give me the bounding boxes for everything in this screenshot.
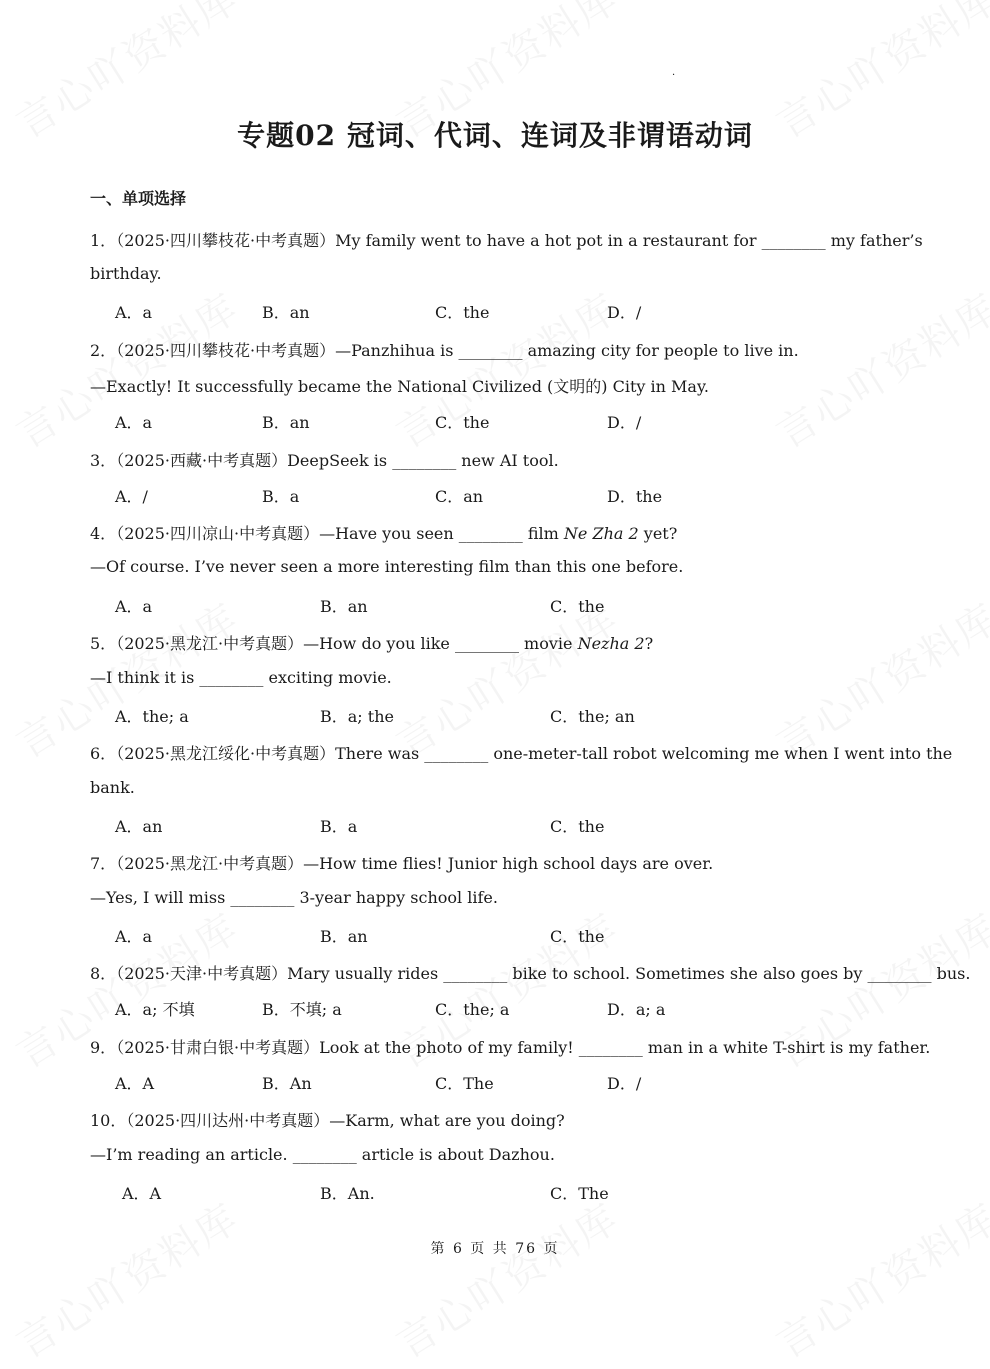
question-3-option-C[interactable]: C．an [435,487,484,506]
question-2-line [90,374,709,397]
film-title: Ne Zha 2 [563,524,639,543]
question-8-option-C[interactable]: C．the; a [435,1000,510,1019]
question-2-option-C[interactable]: C．the [435,413,490,432]
question-8-option-A[interactable]: A．a; 不填 [115,1000,195,1019]
watermark [384,278,628,460]
question-1-option-C[interactable]: C．the [435,303,490,322]
question-2-option-B[interactable]: B．an [262,413,310,432]
watermark [764,278,990,460]
question-6-option-B[interactable]: B．a [320,817,358,836]
question-number: 9． [90,1038,117,1057]
question-1-option-D[interactable]: D．/ [607,303,642,322]
question-text: —Yes, I will miss ________ 3-year happy school life. [90,888,498,907]
question-7-line [90,888,498,907]
question-text: birthday. [90,264,162,283]
question-8-option-D[interactable]: D．a; a [607,1000,666,1019]
question-number: 8． [90,964,117,983]
question-source: （2025·甘肃白银·中考真题） [116,1038,320,1057]
section-heading: 一、单项选择 [90,189,187,208]
question-number: 4． [90,524,117,543]
stray-dot: · [672,70,676,81]
question-source: （2025·四川攀枝花·中考真题） [116,341,336,360]
question-8-line [90,961,970,984]
question-text: There was ________ one-meter-tall robot welcoming me when I went into the [335,744,953,763]
question-source: （2025·四川达州·中考真题） [126,1111,330,1130]
question-1-option-A[interactable]: A．a [115,303,153,322]
question-text: Mary usually rides ________ bike to school. Sometimes she also goes by ________ bus. [287,964,971,983]
question-number: 2． [90,341,117,360]
question-2-line [90,338,799,361]
question-4-option-C[interactable]: C．the [550,597,605,616]
question-1-option-B[interactable]: B．an [262,303,310,322]
question-text: —Have you seen ________ film Ne Zha 2 yet? [319,524,678,543]
page-footer: 第 6 页 共 76 页 [430,1241,560,1257]
question-6-option-A[interactable]: A．an [115,817,163,836]
question-9-line [90,1035,930,1058]
question-6-line [90,778,135,797]
question-text: —Karm, what are you doing? [329,1111,565,1130]
question-source: （2025·四川攀枝花·中考真题） [116,231,336,250]
question-text: —Exactly! It successfully became the National Civilized (文明的) City in May. [90,377,709,396]
watermark [764,1188,990,1369]
question-9-option-C[interactable]: C．The [435,1074,494,1093]
watermark [384,1188,628,1369]
question-text: —I think it is ________ exciting movie. [90,668,392,687]
question-text: Look at the photo of my family! ________ man in a white T-shirt is my father. [319,1038,931,1057]
question-7-option-A[interactable]: A．a [115,927,153,946]
question-4-option-B[interactable]: B．an [320,597,368,616]
question-9-option-D[interactable]: D．/ [607,1074,642,1093]
question-2-option-A[interactable]: A．a [115,413,153,432]
question-2-option-D[interactable]: D．/ [607,413,642,432]
page-title: 专题02 冠词、代词、连词及非谓语动词 [237,119,753,152]
question-7-option-C[interactable]: C．the [550,927,605,946]
question-6-option-C[interactable]: C．the [550,817,605,836]
question-number: 3． [90,451,117,470]
question-source: （2025·西藏·中考真题） [116,451,288,470]
question-5-option-C[interactable]: C．the; an [550,707,635,726]
watermark [4,1188,248,1369]
question-source: （2025·天津·中考真题） [116,964,288,983]
question-number: 1． [90,231,117,250]
question-text: bank. [90,778,135,797]
question-3-option-D[interactable]: D．the [607,487,663,506]
film-title: Nezha 2 [577,634,645,653]
question-text: My family went to have a hot pot in a restaurant for ________ my father’s [335,231,923,250]
question-text: —How do you like ________ movie Nezha 2? [303,634,654,653]
question-9-option-B[interactable]: B．An [262,1074,312,1093]
question-3-option-A[interactable]: A．/ [115,487,148,506]
question-number: 6． [90,744,117,763]
question-3-line [90,448,559,471]
question-1-line [90,228,923,251]
question-6-line [90,741,952,764]
question-source: （2025·黑龙江·中考真题） [116,854,304,873]
question-10-option-A[interactable]: A．A [122,1184,162,1203]
question-7-line [90,851,713,874]
question-5-line [90,668,392,687]
question-5-line [90,631,653,654]
question-number: 10． [90,1111,127,1130]
question-text: DeepSeek is ________ new AI tool. [287,451,559,470]
question-7-option-B[interactable]: B．an [320,927,368,946]
question-10-line [90,1145,555,1164]
question-text: —Panzhihua is ________ amazing city for people to live in. [335,341,799,360]
question-10-line [90,1108,565,1131]
question-text: —I’m reading an article. ________ article is about Dazhou. [90,1145,555,1164]
question-10-option-C[interactable]: C．The [550,1184,609,1203]
question-10-option-B[interactable]: B．An. [320,1184,375,1203]
question-5-option-B[interactable]: B．a; the [320,707,394,726]
question-source: （2025·黑龙江绥化·中考真题） [116,744,336,763]
question-9-option-A[interactable]: A．A [115,1074,155,1093]
question-4-option-A[interactable]: A．a [115,597,153,616]
question-5-option-A[interactable]: A．the; a [115,707,189,726]
question-3-option-B[interactable]: B．a [262,487,300,506]
question-number: 5． [90,634,117,653]
question-source: （2025·黑龙江·中考真题） [116,634,304,653]
question-text: —Of course. I’ve never seen a more interesting film than this one before. [90,557,684,576]
question-text: —How time flies! Junior high school days are over. [303,854,714,873]
question-4-line [90,557,683,576]
question-source: （2025·四川凉山·中考真题） [116,524,320,543]
question-4-line [90,521,677,544]
question-1-line [90,264,162,283]
question-8-option-B[interactable]: B．不填; a [262,1000,342,1019]
question-number: 7． [90,854,117,873]
